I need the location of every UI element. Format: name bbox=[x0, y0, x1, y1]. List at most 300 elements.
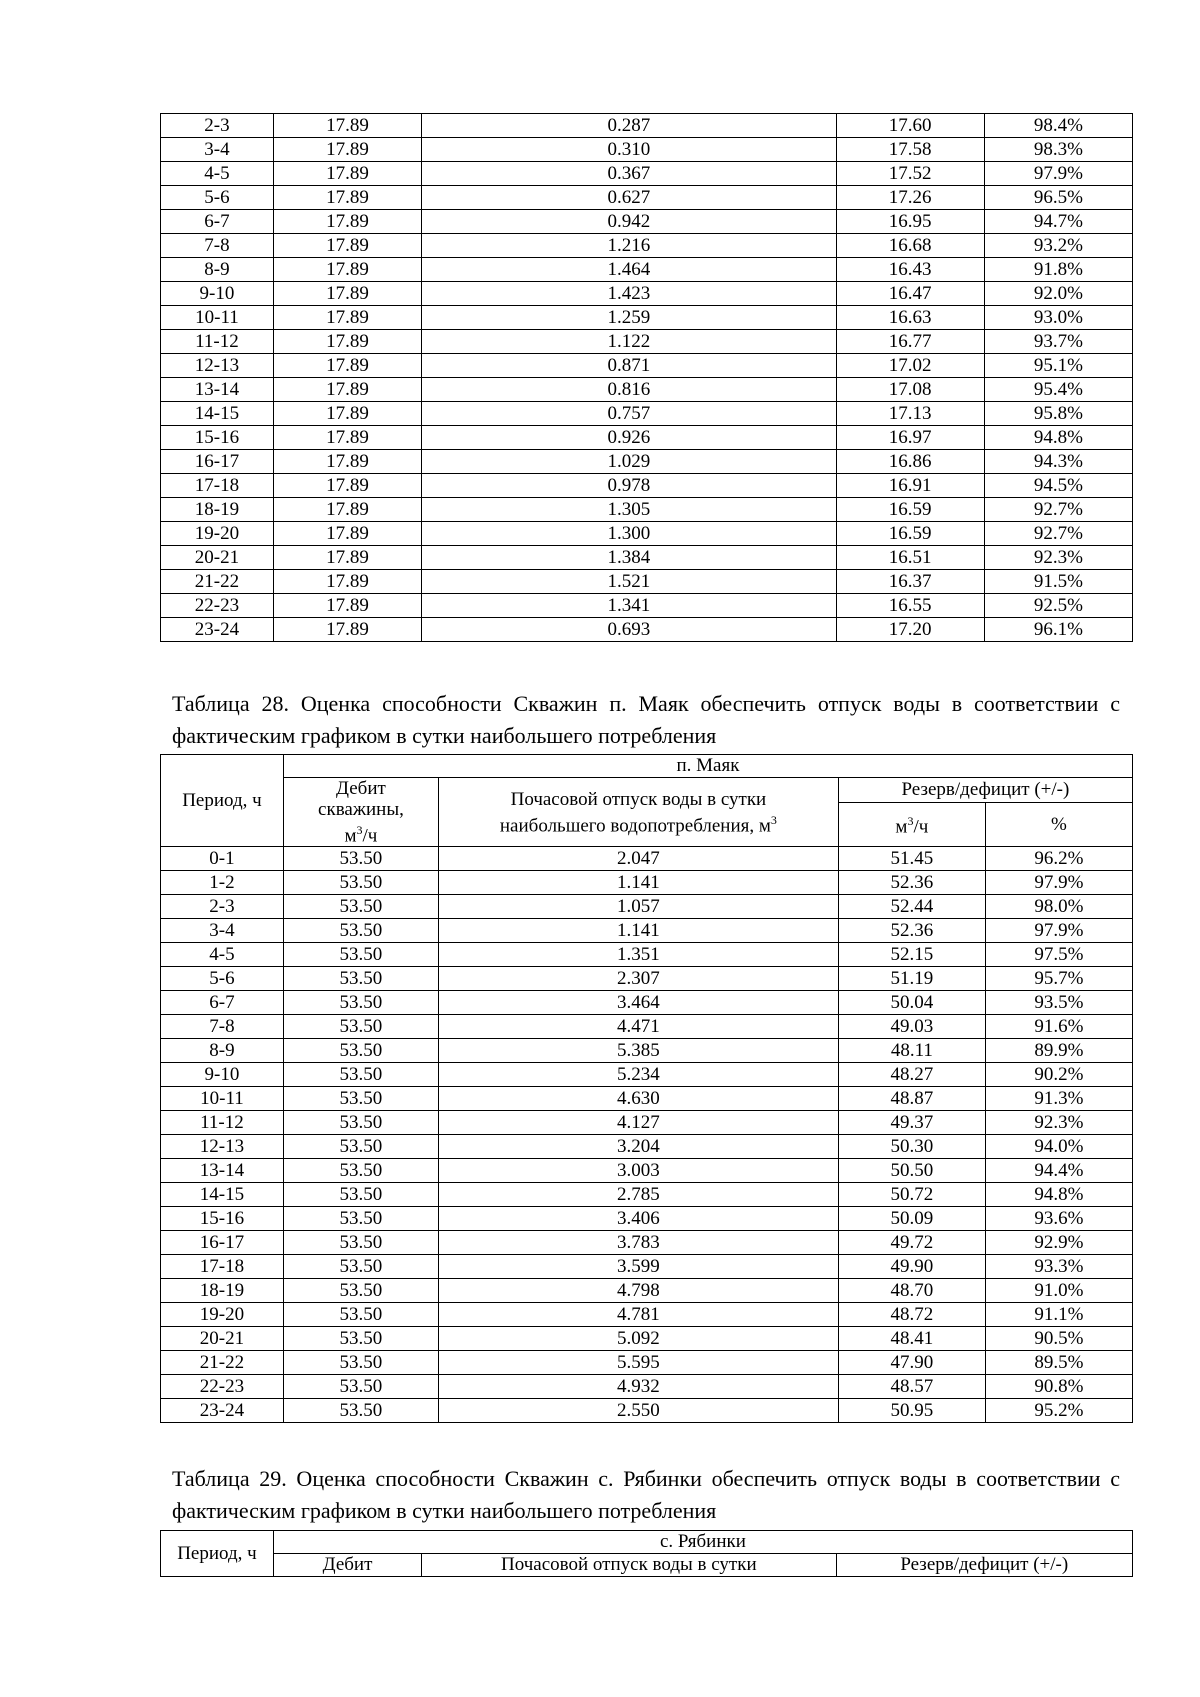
debit-cell: 53.50 bbox=[283, 1231, 438, 1255]
debit-cell: 53.50 bbox=[283, 1039, 438, 1063]
percent-cell: 96.5% bbox=[984, 186, 1132, 210]
percent-cell: 91.8% bbox=[984, 258, 1132, 282]
percent-cell: 90.8% bbox=[985, 1375, 1132, 1399]
reserve-cell: 17.13 bbox=[836, 402, 984, 426]
debit-cell: 53.50 bbox=[283, 1399, 438, 1423]
table-row bbox=[161, 354, 1133, 378]
table-row bbox=[161, 1351, 1133, 1375]
header-debit-line2: скважины, bbox=[318, 799, 404, 820]
header-period: Период, ч bbox=[161, 1531, 274, 1577]
percent-cell: 94.4% bbox=[985, 1159, 1132, 1183]
table-row bbox=[161, 546, 1133, 570]
period-cell: 9-10 bbox=[161, 1063, 284, 1087]
period-cell: 7-8 bbox=[161, 234, 274, 258]
percent-cell: 96.1% bbox=[984, 618, 1132, 642]
debit-cell: 17.89 bbox=[273, 474, 421, 498]
header-supply-line1: Почасовой отпуск воды в сутки bbox=[510, 788, 767, 810]
header-debit-line1: Дебит bbox=[336, 778, 386, 799]
debit-cell: 53.50 bbox=[283, 1303, 438, 1327]
debit-cell: 53.50 bbox=[283, 1159, 438, 1183]
percent-cell: 93.2% bbox=[984, 234, 1132, 258]
reserve-cell: 16.37 bbox=[836, 570, 984, 594]
debit-cell: 17.89 bbox=[273, 258, 421, 282]
debit-cell: 17.89 bbox=[273, 402, 421, 426]
header-supply-line2: наибольшего водопотребления, $м^3$ bbox=[499, 812, 777, 836]
debit-cell: 17.89 bbox=[273, 522, 421, 546]
debit-cell: 17.89 bbox=[273, 330, 421, 354]
reserve-cell: 17.60 bbox=[836, 114, 984, 138]
table-row bbox=[161, 1063, 1133, 1087]
debit-cell: 17.89 bbox=[273, 114, 421, 138]
reserve-cell: 17.26 bbox=[836, 186, 984, 210]
debit-cell: 53.50 bbox=[283, 895, 438, 919]
table-row bbox=[161, 847, 1133, 871]
period-cell: 23-24 bbox=[161, 618, 274, 642]
table-29 bbox=[160, 1530, 1133, 1577]
supply-cell: 0.926 bbox=[422, 426, 836, 450]
table-row bbox=[161, 498, 1133, 522]
period-cell: 13-14 bbox=[161, 378, 274, 402]
supply-cell: 0.757 bbox=[422, 402, 836, 426]
period-cell: 17-18 bbox=[161, 474, 274, 498]
table-row bbox=[161, 1207, 1133, 1231]
debit-cell: 53.50 bbox=[283, 871, 438, 895]
percent-cell: 91.3% bbox=[985, 1087, 1132, 1111]
reserve-cell: 17.58 bbox=[836, 138, 984, 162]
debit-cell: 17.89 bbox=[273, 210, 421, 234]
supply-cell: 2.785 bbox=[438, 1183, 838, 1207]
header-period: Период, ч bbox=[161, 755, 284, 847]
table-row bbox=[161, 871, 1133, 895]
period-cell: 21-22 bbox=[161, 570, 274, 594]
supply-cell: 1.300 bbox=[422, 522, 836, 546]
debit-cell: 17.89 bbox=[273, 282, 421, 306]
percent-cell: 93.7% bbox=[984, 330, 1132, 354]
table-row bbox=[161, 234, 1133, 258]
percent-cell: 93.0% bbox=[984, 306, 1132, 330]
reserve-cell: 16.51 bbox=[836, 546, 984, 570]
table-27-body bbox=[161, 114, 1133, 642]
period-cell: 5-6 bbox=[161, 186, 274, 210]
percent-cell: 94.0% bbox=[985, 1135, 1132, 1159]
supply-cell: 0.942 bbox=[422, 210, 836, 234]
table-row bbox=[161, 378, 1133, 402]
percent-cell: 94.3% bbox=[984, 450, 1132, 474]
percent-cell: 92.7% bbox=[984, 498, 1132, 522]
debit-cell: 53.50 bbox=[283, 967, 438, 991]
period-cell: 15-16 bbox=[161, 426, 274, 450]
period-cell: 3-4 bbox=[161, 138, 274, 162]
percent-cell: 98.0% bbox=[985, 895, 1132, 919]
reserve-cell: 50.09 bbox=[838, 1207, 985, 1231]
reserve-cell: 50.95 bbox=[838, 1399, 985, 1423]
percent-cell: 90.5% bbox=[985, 1327, 1132, 1351]
percent-cell: 95.7% bbox=[985, 967, 1132, 991]
period-cell: 18-19 bbox=[161, 1279, 284, 1303]
debit-cell: 53.50 bbox=[283, 1135, 438, 1159]
period-cell: 2-3 bbox=[161, 114, 274, 138]
reserve-cell: 16.97 bbox=[836, 426, 984, 450]
reserve-cell: 16.43 bbox=[836, 258, 984, 282]
debit-cell: 53.50 bbox=[283, 1087, 438, 1111]
debit-cell: 17.89 bbox=[273, 570, 421, 594]
period-cell: 14-15 bbox=[161, 1183, 284, 1207]
supply-cell: 0.310 bbox=[422, 138, 836, 162]
reserve-cell: 16.63 bbox=[836, 306, 984, 330]
reserve-cell: 16.55 bbox=[836, 594, 984, 618]
header-supply: Почасовой отпуск воды в сутки bbox=[422, 1554, 836, 1577]
table-row bbox=[161, 402, 1133, 426]
header-reserve-unit: $м^3/ч$ bbox=[838, 802, 985, 847]
period-cell: 22-23 bbox=[161, 594, 274, 618]
reserve-cell: 16.59 bbox=[836, 498, 984, 522]
percent-cell: 92.0% bbox=[984, 282, 1132, 306]
supply-cell: 1.141 bbox=[438, 919, 838, 943]
supply-cell: 2.047 bbox=[438, 847, 838, 871]
table-row bbox=[161, 1255, 1133, 1279]
percent-cell: 91.1% bbox=[985, 1303, 1132, 1327]
supply-cell: 0.816 bbox=[422, 378, 836, 402]
percent-cell: 93.3% bbox=[985, 1255, 1132, 1279]
reserve-cell: 17.02 bbox=[836, 354, 984, 378]
table-row bbox=[161, 1231, 1133, 1255]
percent-cell: 94.8% bbox=[984, 426, 1132, 450]
percent-cell: 97.9% bbox=[985, 871, 1132, 895]
reserve-cell: 48.41 bbox=[838, 1327, 985, 1351]
percent-cell: 93.5% bbox=[985, 991, 1132, 1015]
header-location: с. Рябинки bbox=[273, 1531, 1132, 1554]
percent-cell: 94.5% bbox=[984, 474, 1132, 498]
percent-cell: 95.1% bbox=[984, 354, 1132, 378]
debit-cell: 53.50 bbox=[283, 1255, 438, 1279]
percent-cell: 98.3% bbox=[984, 138, 1132, 162]
debit-cell: 53.50 bbox=[283, 1207, 438, 1231]
percent-cell: 94.8% bbox=[985, 1183, 1132, 1207]
supply-cell: 4.630 bbox=[438, 1087, 838, 1111]
reserve-cell: 16.68 bbox=[836, 234, 984, 258]
reserve-cell: 16.86 bbox=[836, 450, 984, 474]
reserve-cell: 51.45 bbox=[838, 847, 985, 871]
debit-cell: 17.89 bbox=[273, 138, 421, 162]
debit-cell: 17.89 bbox=[273, 162, 421, 186]
reserve-cell: 16.47 bbox=[836, 282, 984, 306]
percent-cell: 92.3% bbox=[984, 546, 1132, 570]
percent-cell: 91.0% bbox=[985, 1279, 1132, 1303]
supply-cell: 1.384 bbox=[422, 546, 836, 570]
debit-cell: 53.50 bbox=[283, 919, 438, 943]
reserve-cell: 50.04 bbox=[838, 991, 985, 1015]
percent-cell: 92.5% bbox=[984, 594, 1132, 618]
percent-cell: 93.6% bbox=[985, 1207, 1132, 1231]
table-row bbox=[161, 1015, 1133, 1039]
period-cell: 8-9 bbox=[161, 258, 274, 282]
debit-cell: 53.50 bbox=[283, 1375, 438, 1399]
debit-cell: 53.50 bbox=[283, 1183, 438, 1207]
period-cell: 10-11 bbox=[161, 1087, 284, 1111]
period-cell: 0-1 bbox=[161, 847, 284, 871]
table-28-body bbox=[161, 847, 1133, 1423]
table-row bbox=[161, 474, 1133, 498]
reserve-cell: 50.30 bbox=[838, 1135, 985, 1159]
table-row bbox=[161, 1039, 1133, 1063]
period-cell: 2-3 bbox=[161, 895, 284, 919]
reserve-cell: 51.19 bbox=[838, 967, 985, 991]
supply-cell: 5.385 bbox=[438, 1039, 838, 1063]
debit-cell: 53.50 bbox=[283, 943, 438, 967]
supply-cell: 5.595 bbox=[438, 1351, 838, 1375]
supply-cell: 4.127 bbox=[438, 1111, 838, 1135]
reserve-cell: 52.44 bbox=[838, 895, 985, 919]
table-row bbox=[161, 1303, 1133, 1327]
percent-cell: 95.2% bbox=[985, 1399, 1132, 1423]
period-cell: 1-2 bbox=[161, 871, 284, 895]
debit-cell: 17.89 bbox=[273, 378, 421, 402]
percent-cell: 95.4% bbox=[984, 378, 1132, 402]
debit-cell: 17.89 bbox=[273, 354, 421, 378]
table-row bbox=[161, 618, 1133, 642]
reserve-cell: 16.91 bbox=[836, 474, 984, 498]
table-row bbox=[161, 1375, 1133, 1399]
supply-cell: 3.599 bbox=[438, 1255, 838, 1279]
supply-cell: 2.307 bbox=[438, 967, 838, 991]
table-row bbox=[161, 1279, 1133, 1303]
table-row bbox=[161, 306, 1133, 330]
table-row bbox=[161, 114, 1133, 138]
supply-cell: 3.783 bbox=[438, 1231, 838, 1255]
table-row bbox=[161, 330, 1133, 354]
period-cell: 5-6 bbox=[161, 967, 284, 991]
debit-cell: 17.89 bbox=[273, 426, 421, 450]
table-row bbox=[161, 1159, 1133, 1183]
reserve-cell: 50.72 bbox=[838, 1183, 985, 1207]
table-row bbox=[161, 138, 1133, 162]
supply-cell: 4.471 bbox=[438, 1015, 838, 1039]
table-row bbox=[161, 1327, 1133, 1351]
debit-cell: 17.89 bbox=[273, 546, 421, 570]
period-cell: 12-13 bbox=[161, 354, 274, 378]
reserve-cell: 17.52 bbox=[836, 162, 984, 186]
percent-cell: 98.4% bbox=[984, 114, 1132, 138]
header-debit bbox=[283, 778, 438, 847]
supply-cell: 1.305 bbox=[422, 498, 836, 522]
table-29-caption: Таблица 29. Оценка способности Скважин с. Рябинки обеспечить отпуск воды в соответствии с фактическим графиком в сутки наибольшего потребления bbox=[172, 1466, 1120, 1523]
table-row bbox=[161, 991, 1133, 1015]
reserve-cell: 52.15 bbox=[838, 943, 985, 967]
header-reserve: Резерв/дефицит (+/-) bbox=[836, 1554, 1132, 1577]
period-cell: 18-19 bbox=[161, 498, 274, 522]
percent-cell: 89.9% bbox=[985, 1039, 1132, 1063]
percent-cell: 95.8% bbox=[984, 402, 1132, 426]
percent-cell: 89.5% bbox=[985, 1351, 1132, 1375]
header-location: п. Маяк bbox=[283, 755, 1132, 778]
table-row bbox=[161, 162, 1133, 186]
period-cell: 22-23 bbox=[161, 1375, 284, 1399]
debit-cell: 53.50 bbox=[283, 1351, 438, 1375]
reserve-cell: 49.37 bbox=[838, 1111, 985, 1135]
supply-cell: 0.287 bbox=[422, 114, 836, 138]
supply-cell: 1.464 bbox=[422, 258, 836, 282]
period-cell: 7-8 bbox=[161, 1015, 284, 1039]
period-cell: 4-5 bbox=[161, 943, 284, 967]
reserve-cell: 16.77 bbox=[836, 330, 984, 354]
percent-cell: 92.3% bbox=[985, 1111, 1132, 1135]
percent-cell: 91.5% bbox=[984, 570, 1132, 594]
period-cell: 4-5 bbox=[161, 162, 274, 186]
reserve-cell: 17.08 bbox=[836, 378, 984, 402]
reserve-cell: 48.57 bbox=[838, 1375, 985, 1399]
supply-cell: 1.057 bbox=[438, 895, 838, 919]
table-row bbox=[161, 594, 1133, 618]
supply-cell: 0.627 bbox=[422, 186, 836, 210]
supply-cell: 1.351 bbox=[438, 943, 838, 967]
debit-cell: 17.89 bbox=[273, 618, 421, 642]
reserve-cell: 52.36 bbox=[838, 919, 985, 943]
percent-cell: 94.7% bbox=[984, 210, 1132, 234]
period-cell: 16-17 bbox=[161, 450, 274, 474]
supply-cell: 0.693 bbox=[422, 618, 836, 642]
reserve-cell: 48.70 bbox=[838, 1279, 985, 1303]
period-cell: 11-12 bbox=[161, 330, 274, 354]
percent-cell: 90.2% bbox=[985, 1063, 1132, 1087]
table-row bbox=[161, 895, 1133, 919]
supply-cell: 0.367 bbox=[422, 162, 836, 186]
reserve-cell: 48.72 bbox=[838, 1303, 985, 1327]
debit-cell: 53.50 bbox=[283, 1015, 438, 1039]
table-28-caption: Таблица 28. Оценка способности Скважин п. Маяк обеспечить отпуск воды в соответствии с фактическим графиком в сутки наибольшего потребления bbox=[172, 691, 1120, 748]
period-cell: 8-9 bbox=[161, 1039, 284, 1063]
percent-cell: 97.5% bbox=[985, 943, 1132, 967]
table-row bbox=[161, 258, 1133, 282]
supply-cell: 1.122 bbox=[422, 330, 836, 354]
supply-cell: 3.204 bbox=[438, 1135, 838, 1159]
period-cell: 11-12 bbox=[161, 1111, 284, 1135]
table-row bbox=[161, 186, 1133, 210]
period-cell: 3-4 bbox=[161, 919, 284, 943]
header-reserve: Резерв/дефицит (+/-) bbox=[838, 778, 1132, 803]
debit-cell: 17.89 bbox=[273, 594, 421, 618]
debit-cell: 53.50 bbox=[283, 847, 438, 871]
percent-cell: 96.2% bbox=[985, 847, 1132, 871]
period-cell: 14-15 bbox=[161, 402, 274, 426]
percent-cell: 91.6% bbox=[985, 1015, 1132, 1039]
reserve-cell: 48.87 bbox=[838, 1087, 985, 1111]
supply-cell: 0.871 bbox=[422, 354, 836, 378]
table-row bbox=[161, 450, 1133, 474]
period-cell: 13-14 bbox=[161, 1159, 284, 1183]
debit-cell: 53.50 bbox=[283, 1279, 438, 1303]
supply-cell: 5.234 bbox=[438, 1063, 838, 1087]
header-debit: Дебит bbox=[273, 1554, 421, 1577]
period-cell: 23-24 bbox=[161, 1399, 284, 1423]
table-row bbox=[161, 522, 1133, 546]
supply-cell: 4.932 bbox=[438, 1375, 838, 1399]
supply-cell: 5.092 bbox=[438, 1327, 838, 1351]
period-cell: 20-21 bbox=[161, 546, 274, 570]
period-cell: 20-21 bbox=[161, 1327, 284, 1351]
debit-cell: 17.89 bbox=[273, 450, 421, 474]
reserve-cell: 49.72 bbox=[838, 1231, 985, 1255]
header-supply bbox=[438, 778, 838, 847]
table-row bbox=[161, 1183, 1133, 1207]
supply-cell: 1.423 bbox=[422, 282, 836, 306]
supply-cell: 1.141 bbox=[438, 871, 838, 895]
table-row bbox=[161, 282, 1133, 306]
table-row bbox=[161, 1399, 1133, 1423]
period-cell: 10-11 bbox=[161, 306, 274, 330]
table-row bbox=[161, 1087, 1133, 1111]
debit-cell: 17.89 bbox=[273, 234, 421, 258]
table-row bbox=[161, 426, 1133, 450]
table-row bbox=[161, 570, 1133, 594]
reserve-cell: 52.36 bbox=[838, 871, 985, 895]
reserve-cell: 47.90 bbox=[838, 1351, 985, 1375]
reserve-cell: 49.03 bbox=[838, 1015, 985, 1039]
percent-cell: 97.9% bbox=[984, 162, 1132, 186]
supply-cell: 4.781 bbox=[438, 1303, 838, 1327]
reserve-cell: 50.50 bbox=[838, 1159, 985, 1183]
table-27-continuation bbox=[160, 113, 1133, 642]
supply-cell: 1.341 bbox=[422, 594, 836, 618]
table-row bbox=[161, 1135, 1133, 1159]
table-row bbox=[161, 1111, 1133, 1135]
table-row bbox=[161, 210, 1133, 234]
supply-cell: 1.029 bbox=[422, 450, 836, 474]
header-percent: % bbox=[985, 802, 1132, 847]
supply-cell: 3.406 bbox=[438, 1207, 838, 1231]
debit-cell: 53.50 bbox=[283, 1111, 438, 1135]
supply-cell: 0.978 bbox=[422, 474, 836, 498]
supply-cell: 3.003 bbox=[438, 1159, 838, 1183]
period-cell: 19-20 bbox=[161, 1303, 284, 1327]
period-cell: 9-10 bbox=[161, 282, 274, 306]
debit-cell: 53.50 bbox=[283, 1063, 438, 1087]
period-cell: 17-18 bbox=[161, 1255, 284, 1279]
percent-cell: 97.9% bbox=[985, 919, 1132, 943]
percent-cell: 92.7% bbox=[984, 522, 1132, 546]
period-cell: 6-7 bbox=[161, 991, 284, 1015]
header-debit-unit: $м^3/ч$ bbox=[344, 823, 378, 847]
reserve-cell: 48.27 bbox=[838, 1063, 985, 1087]
table-row bbox=[161, 919, 1133, 943]
reserve-cell: 16.59 bbox=[836, 522, 984, 546]
table-row bbox=[161, 943, 1133, 967]
debit-cell: 17.89 bbox=[273, 186, 421, 210]
period-cell: 12-13 bbox=[161, 1135, 284, 1159]
period-cell: 6-7 bbox=[161, 210, 274, 234]
supply-cell: 1.259 bbox=[422, 306, 836, 330]
reserve-cell: 17.20 bbox=[836, 618, 984, 642]
table-row bbox=[161, 967, 1133, 991]
debit-cell: 17.89 bbox=[273, 306, 421, 330]
supply-cell: 3.464 bbox=[438, 991, 838, 1015]
reserve-cell: 16.95 bbox=[836, 210, 984, 234]
supply-cell: 4.798 bbox=[438, 1279, 838, 1303]
debit-cell: 53.50 bbox=[283, 991, 438, 1015]
percent-cell: 92.9% bbox=[985, 1231, 1132, 1255]
debit-cell: 17.89 bbox=[273, 498, 421, 522]
period-cell: 15-16 bbox=[161, 1207, 284, 1231]
supply-cell: 2.550 bbox=[438, 1399, 838, 1423]
supply-cell: 1.216 bbox=[422, 234, 836, 258]
reserve-cell: 48.11 bbox=[838, 1039, 985, 1063]
supply-cell: 1.521 bbox=[422, 570, 836, 594]
period-cell: 16-17 bbox=[161, 1231, 284, 1255]
period-cell: 19-20 bbox=[161, 522, 274, 546]
period-cell: 21-22 bbox=[161, 1351, 284, 1375]
debit-cell: 53.50 bbox=[283, 1327, 438, 1351]
table-28 bbox=[160, 754, 1133, 1423]
reserve-cell: 49.90 bbox=[838, 1255, 985, 1279]
